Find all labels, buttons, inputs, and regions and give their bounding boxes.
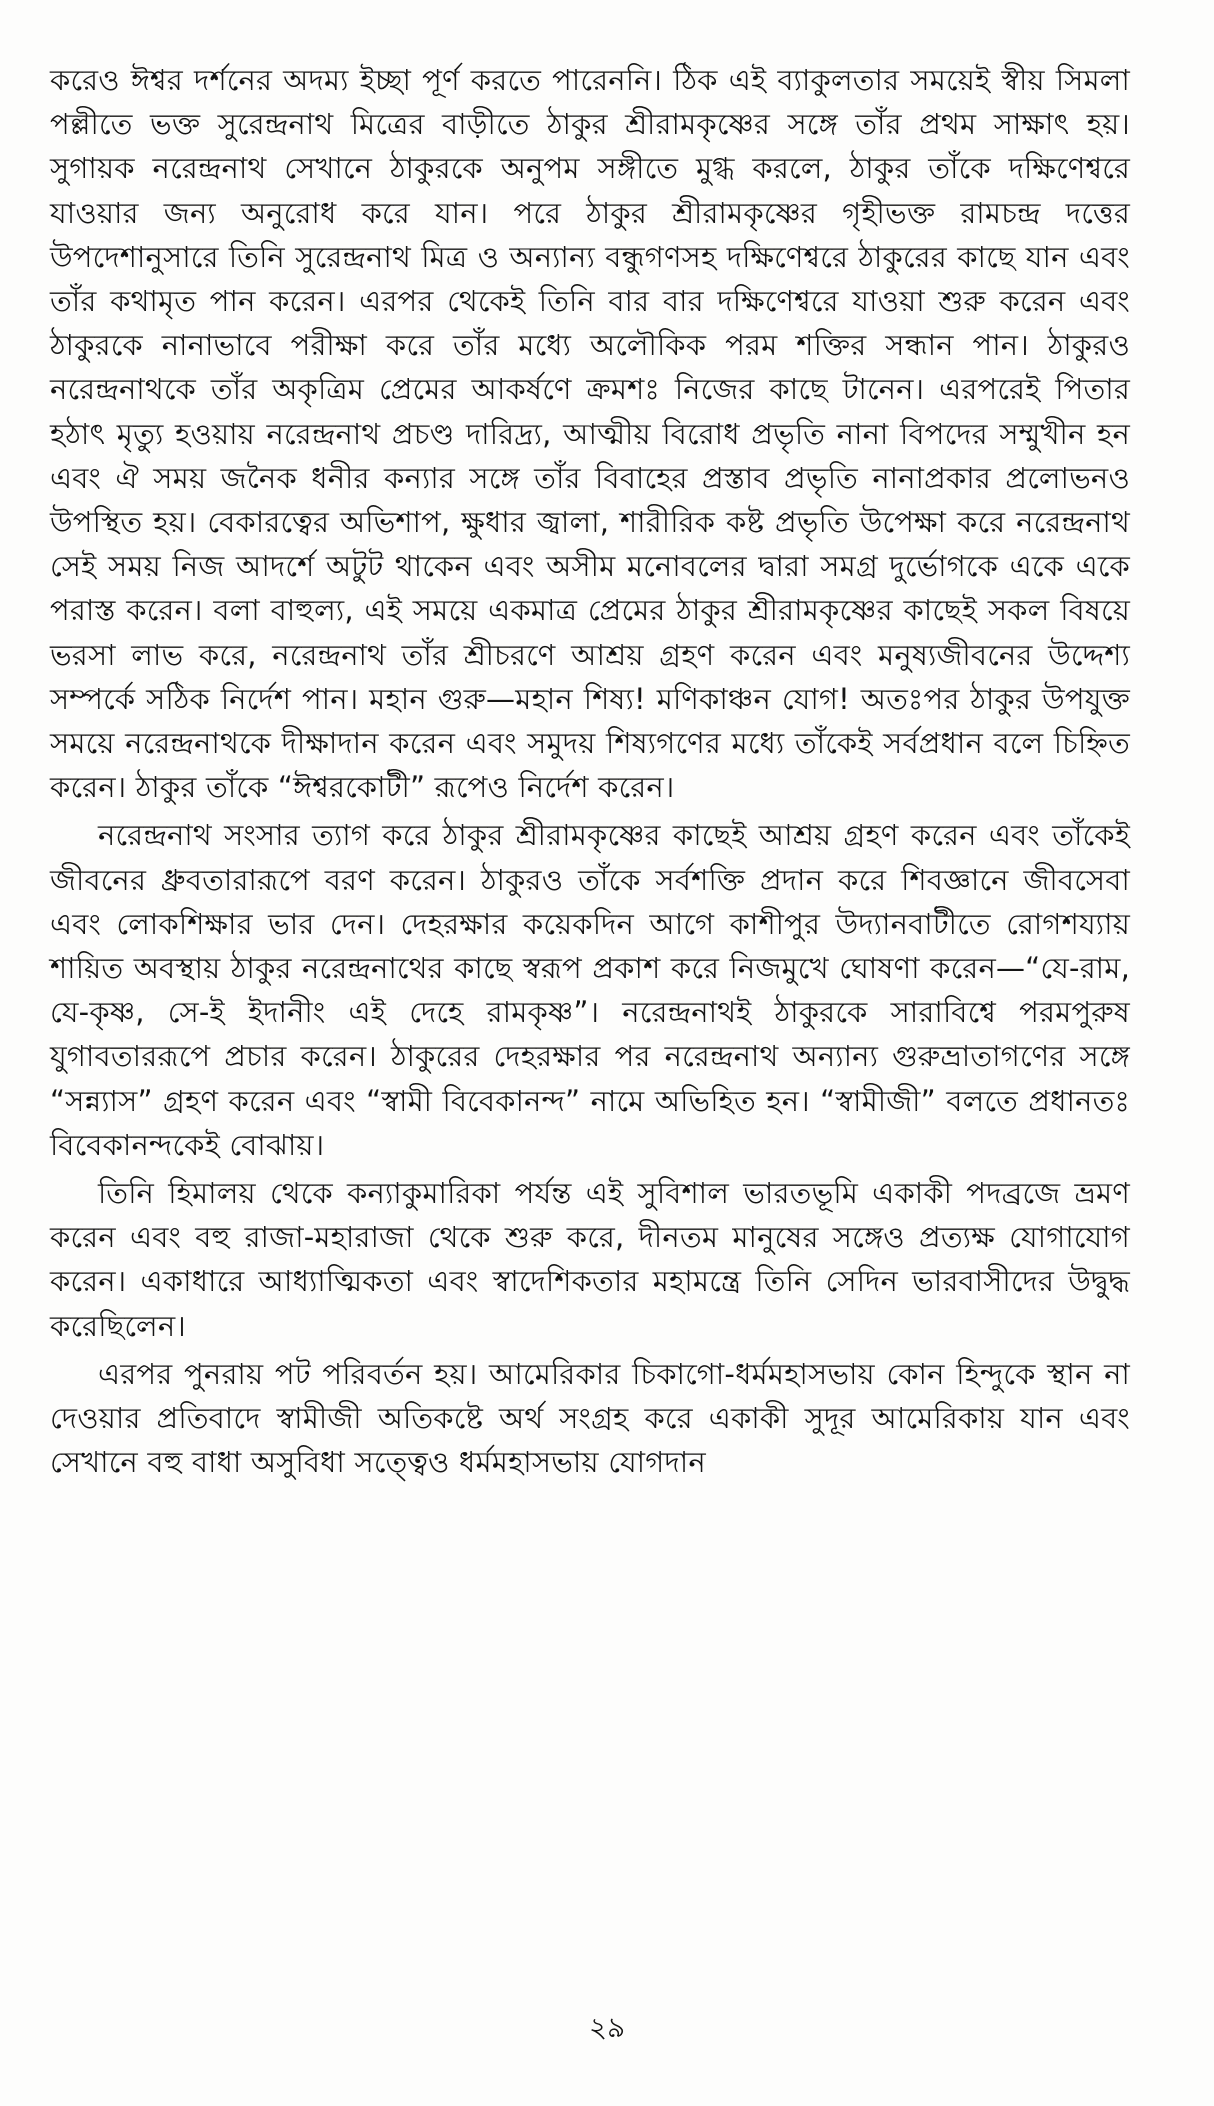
paragraph-4: এরপর পুনরায় পট পরিবর্তন হয়। আমেরিকার চিকাগো-ধর্মমহাসভায় কোন হিন্দুকে স্থান না দেওয়ার প্রতিবাদে স্বামীজী অতিকষ্টে অর্থ সংগ্রহ করে একাকী সুদূর আমেরিকায় যান এবং সেখানে বহু বাধা অসুবিধা সত্ত্বেও ধর্মমহাসভায় যোগদান — [50, 1356, 1130, 1480]
paragraph-2: নরেন্দ্রনাথ সংসার ত্যাগ করে ঠাকুর শ্রীরামকৃষ্ণের কাছেই আশ্রয় গ্রহণ করেন এবং তাঁকেই জীবনের ধ্রুবতারারূপে বরণ করেন। ঠাকুরও তাঁকে সর্বশক্তি প্রদান করে শিবজ্ঞানে জীবসেবা এবং লোকশিক্ষার ভার দেন। দেহরক্ষার কয়েকদিন আগে কাশীপুর উদ্যানবাটীতে রোগশয্যায় শায়িত অবস্থায় ঠাকুর নরেন্দ্রনাথের কাছে স্বরূপ প্রকাশ করে নিজমুখে ঘোষণা করেন—“যে-রাম, যে-কৃষ্ণ, সে-ই ইদানীং এই দেহে রামকৃষ্ণ”। নরেন্দ্রনাথই ঠাকুরকে সারাবিশ্বে পরমপুরুষ যুগাবতাররূপে প্রচার করেন। ঠাকুরের দেহরক্ষার পর নরেন্দ্রনাথ অন্যান্য গুরুভ্রাতাগণের সঙ্গে “সন্ন্যাস” গ্রহণ করেন এবং “স্বামী বিবেকানন্দ” নামে অভিহিত হন। “স্বামীজী” বলতে প্রধানতঃ বিবেকানন্দকেই বোঝায়। — [50, 818, 1130, 1162]
page-number: ২৯ — [588, 2011, 626, 2044]
paragraph-3: তিনি হিমালয় থেকে কন্যাকুমারিকা পর্যন্ত এই সুবিশাল ভারতভূমি একাকী পদব্রজে ভ্রমণ করেন এবং বহু রাজা-মহারাজা থেকে শুরু করে, দীনতম মানুষের সঙ্গেও প্রত্যক্ষ যোগাযোগ করেন। একাধারে আধ্যাত্মিকতা এবং স্বাদেশিকতার মহামন্ত্রে তিনি সেদিন ভারবাসীদের উদ্বুদ্ধ করেছিলেন। — [50, 1176, 1130, 1343]
paragraph-1: করেও ঈশ্বর দর্শনের অদম্য ইচ্ছা পূর্ণ করতে পারেননি। ঠিক এই ব্যাকুলতার সময়েই স্বীয় সিমলা পল্লীতে ভক্ত সুরেন্দ্রনাথ মিত্রের বাড়ীতে ঠাকুর শ্রীরামকৃষ্ণের সঙ্গে তাঁর প্রথম সাক্ষাৎ হয়। সুগায়ক নরেন্দ্রনাথ সেখানে ঠাকুরকে অনুপম সঙ্গীতে মুগ্ধ করলে, ঠাকুর তাঁকে দক্ষিণেশ্বরে যাওয়ার জন্য অনুরোধ করে যান। পরে ঠাকুর শ্রীরামকৃষ্ণের গৃহীভক্ত রামচন্দ্র দত্তের উপদেশানুসারে তিনি সুরেন্দ্রনাথ মিত্র ও অন্যান্য বন্ধুগণসহ দক্ষিণেশ্বরে ঠাকুরের কাছে যান এবং তাঁর কথামৃত পান করেন। এরপর থেকেই তিনি বার বার দক্ষিণেশ্বরে যাওয়া শুরু করেন এবং ঠাকুরকে নানাভাবে পরীক্ষা করে তাঁর মধ্যে অলৌকিক পরম শক্তির সন্ধান পান। ঠাকুরও নরেন্দ্রনাথকে তাঁর অকৃত্রিম প্রেমের আকর্ষণে ক্রমশঃ নিজের কাছে টানেন। এরপরেই পিতার হঠাৎ মৃত্যু হওয়ায় নরেন্দ্রনাথ প্রচণ্ড দারিদ্র্য, আত্মীয় বিরোধ প্রভৃতি নানা বিপদের সম্মুখীন হন এবং ঐ সময় জনৈক ধনীর কন্যার সঙ্গে তাঁর বিবাহের প্রস্তাব প্রভৃতি নানাপ্রকার প্রলোভনও উপস্থিত হয়। বেকারত্বের অভিশাপ, ক্ষুধার জ্বালা, শারীরিক কষ্ট প্রভৃতি উপেক্ষা করে নরেন্দ্রনাথ সেই সময় নিজ আদর্শে অটুট থাকেন এবং অসীম মনোবলের দ্বারা সমগ্র দুর্ভোগকে একে একে পরাস্ত করেন। বলা বাহুল্য, এই সময়ে একমাত্র প্রেমের ঠাকুর শ্রীরামকৃষ্ণের কাছেই সকল বিষয়ে ভরসা লাভ করে, নরেন্দ্রনাথ তাঁর শ্রীচরণে আশ্রয় গ্রহণ করেন এবং মনুষ্যজীবনের উদ্দেশ্য সম্পর্কে সঠিক নির্দেশ পান। মহান গুরু—মহান শিষ্য! মণিকাঞ্চন যোগ! অতঃপর ঠাকুর উপযুক্ত সময়ে নরেন্দ্রনাথকে দীক্ষাদান করেন এবং সমুদয় শিষ্যগণের মধ্যে তাঁকেই সর্বপ্রধান বলে চিহ্নিত করেন। ঠাকুর তাঁকে “ঈশ্বরকোটী” রূপেও নির্দেশ করেন। — [50, 63, 1130, 805]
